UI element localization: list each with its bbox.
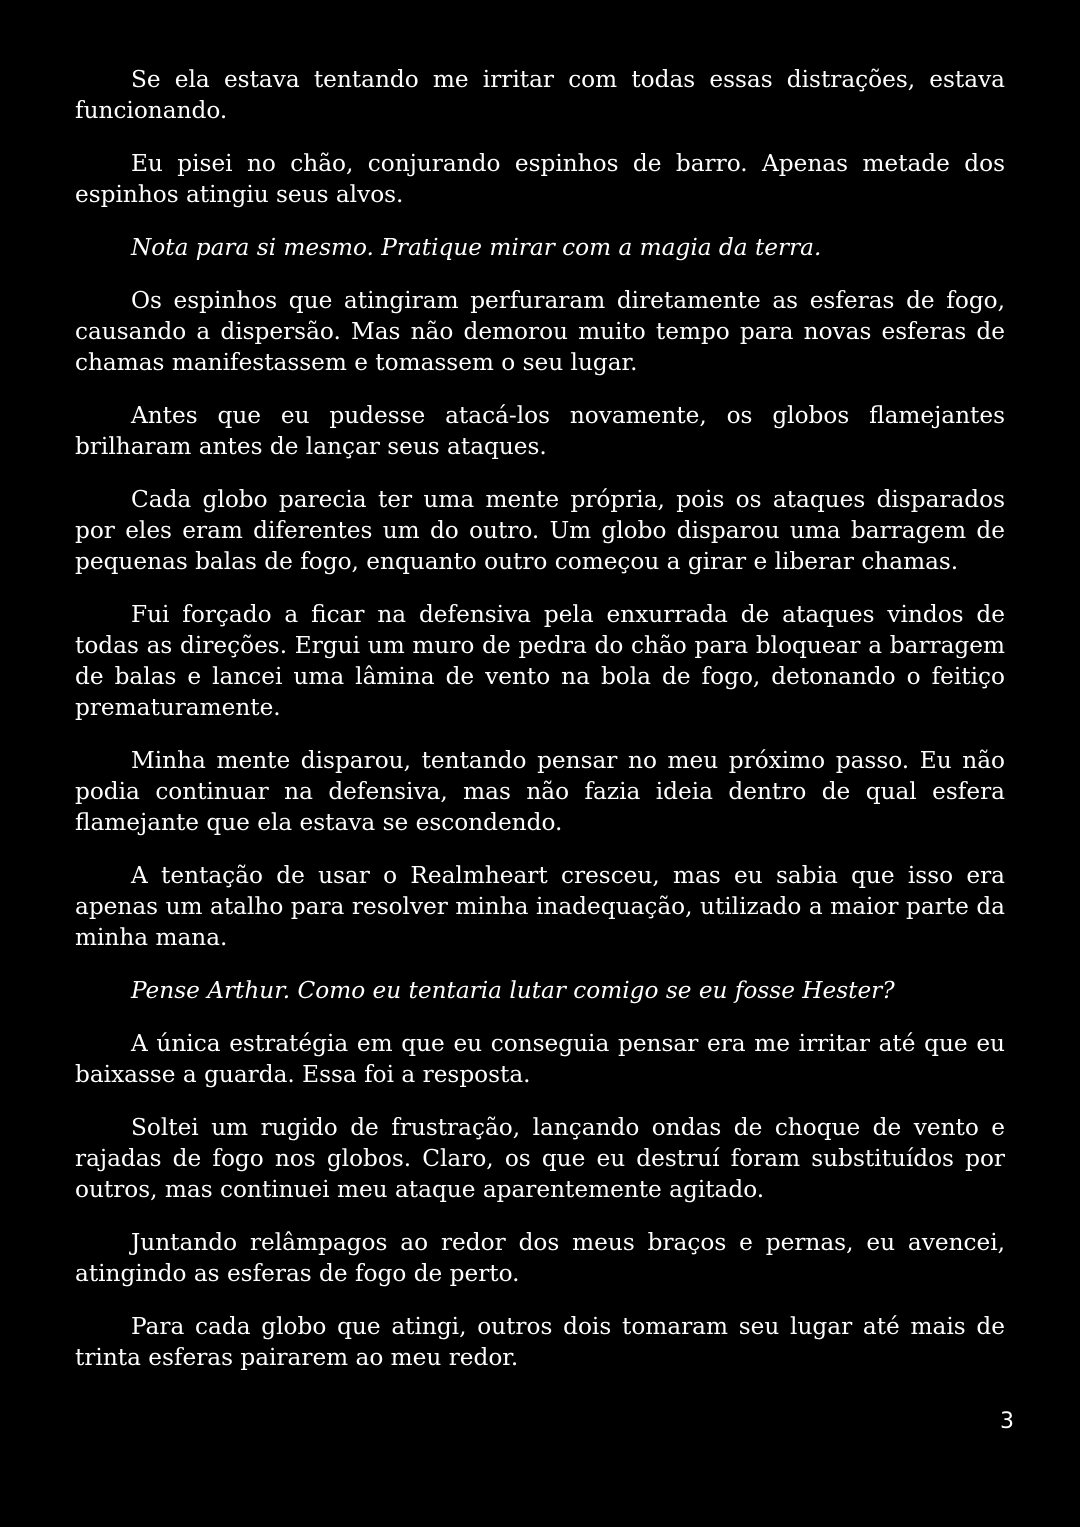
paragraph-7: Fui forçado a ficar na defensiva pela enxurrada de ataques vindos de todas as direções. Ergui um muro de pedra do chão para bloquear a barragem de balas e lancei uma lâmina de vento na bola de fogo, detonando o feitiço prematuramente.: [75, 601, 1005, 721]
paragraph-13: Juntando relâmpagos ao redor dos meus braços e pernas, eu avencei, atingindo as esferas de fogo de perto.: [75, 1229, 1005, 1287]
paragraph-3-thought: Nota para si mesmo. Pratique mirar com a magia da terra.: [131, 234, 822, 261]
paragraph-1: Se ela estava tentando me irritar com todas essas distrações, estava funcionando.: [75, 66, 1005, 124]
paragraph-4: Os espinhos que atingiram perfuraram diretamente as esferas de fogo, causando a dispersão. Mas não demorou muito tempo para novas esferas de chamas manifestassem e tomassem o seu lugar.: [75, 287, 1005, 376]
paragraph-14: Para cada globo que atingi, outros dois tomaram seu lugar até mais de trinta esferas pairarem ao meu redor.: [75, 1313, 1005, 1371]
paragraph-10-thought: Pense Arthur. Como eu tentaria lutar comigo se eu fosse Hester?: [131, 977, 895, 1004]
paragraph-8: Minha mente disparou, tentando pensar no meu próximo passo. Eu não podia continuar na defensiva, mas não fazia ideia dentro de qual esfera flamejante que ela estava se escondendo.: [75, 747, 1005, 836]
paragraph-2: Eu pisei no chão, conjurando espinhos de barro. Apenas metade dos espinhos atingiu seus alvos.: [75, 150, 1005, 208]
paragraph-6: Cada globo parecia ter uma mente própria, pois os ataques disparados por eles eram diferentes um do outro. Um globo disparou uma barragem de pequenas balas de fogo, enquanto outro começou a girar e liberar chamas.: [75, 486, 1005, 575]
paragraph-11: A única estratégia em que eu conseguia pensar era me irritar até que eu baixasse a guarda. Essa foi a resposta.: [75, 1030, 1005, 1088]
paragraph-9: A tentação de usar o Realmheart cresceu, mas eu sabia que isso era apenas um atalho para resolver minha inadequação, utilizado a maior parte da minha mana.: [75, 862, 1005, 951]
page-number: 3: [1000, 1409, 1014, 1434]
paragraph-12: Soltei um rugido de frustração, lançando ondas de choque de vento e rajadas de fogo nos globos. Claro, os que eu destruí foram substituídos por outros, mas continuei meu ataque aparentemente agitado.: [75, 1114, 1005, 1203]
paragraph-5: Antes que eu pudesse atacá-los novamente, os globos flamejantes brilharam antes de lançar seus ataques.: [75, 402, 1005, 460]
document-body: [75, 64, 1005, 1395]
